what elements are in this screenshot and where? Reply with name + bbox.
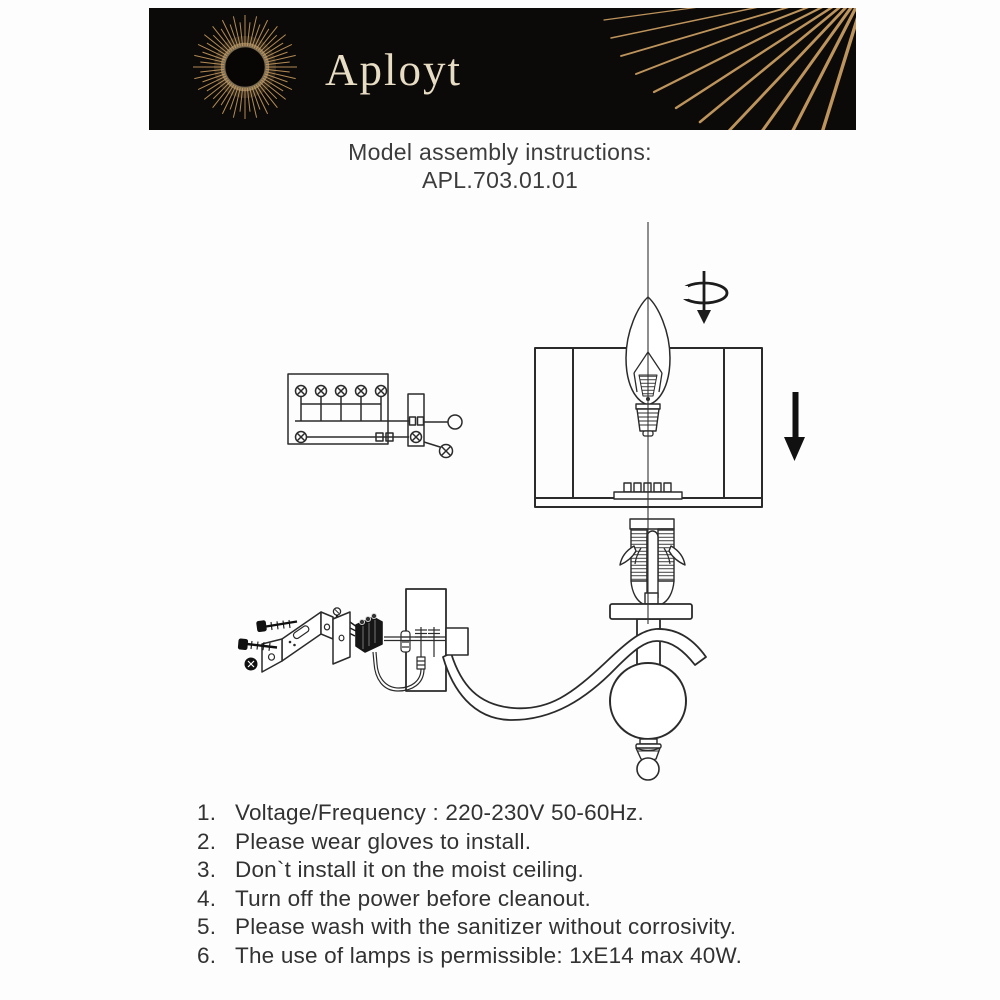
cover-plate (333, 612, 350, 664)
lamp-socket (620, 519, 685, 604)
insert-down-arrow-icon (784, 392, 805, 461)
item-text: Don`t install it on the moist ceiling. (235, 857, 585, 883)
list-item (197, 828, 742, 857)
item-number: 1. (197, 800, 217, 825)
item-number: 3. (197, 857, 217, 883)
item-number: 5. (197, 914, 217, 940)
item-number: 6. (197, 942, 217, 968)
item-text: Please wear gloves to install. (235, 828, 532, 854)
decorative-sphere (610, 663, 686, 739)
wiring-schematic (288, 374, 462, 458)
instruction-list (197, 799, 742, 971)
item-text: Turn off the power before cleanout. (235, 885, 591, 911)
list-item (197, 913, 742, 942)
item-text: The use of lamps is permissible: 1xE14 max 40W. (235, 942, 743, 968)
mounting-bracket (262, 612, 333, 672)
finial (636, 739, 661, 780)
wall-backplate (373, 589, 450, 691)
item-number: 2. (197, 828, 217, 854)
socket-plate (610, 604, 692, 619)
item-number: 4. (197, 885, 217, 911)
item-text: Voltage/Frequency : 220-230V 50-60Hz. (235, 800, 644, 825)
brand-name: Aployt (325, 45, 463, 95)
page-title: Model assembly instructions: (348, 139, 652, 165)
list-item (197, 799, 742, 828)
arm-mount (446, 628, 468, 655)
list-item (197, 942, 742, 971)
list-item (197, 856, 742, 885)
rotate-install-icon (676, 271, 727, 324)
model-number: APL.703.01.01 (421, 167, 579, 193)
item-text: Please wash with the sanitizer without corrosivity. (235, 914, 737, 940)
list-item (197, 885, 742, 914)
